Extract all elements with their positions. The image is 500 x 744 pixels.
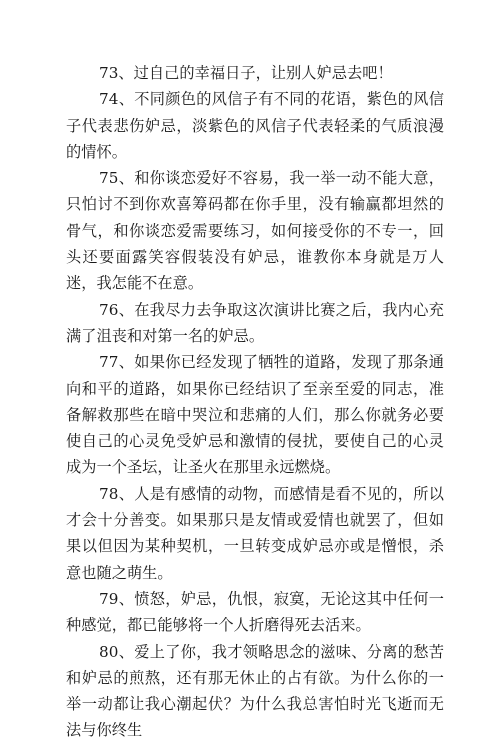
paragraph-73: 73、过自己的幸福日子，让别人妒忌去吧！: [99, 64, 393, 82]
paragraph-78: 78、人是有感情的动物，而感情是看不见的，所以才会十分善变。如果那只是友情或爱情也就罢了，但如果以但因为某种契机，一旦转变成妒忌亦或是憎恨，杀意也随之萌生。: [66, 484, 444, 582]
paragraph-76: 76、在我尽力去争取这次演讲比赛之后，我内心充满了沮丧和对第一名的妒忌。: [66, 300, 444, 345]
paragraph-77: 77、如果你已经发现了牺牲的道路，发现了那条通向和平的道路，如果你已经结识了至亲至爱的同志，准备解救那些在暗中哭泣和悲痛的人们，那么你就务必要使自己的心灵免受妒忌和激情的侵扰，要使自己的心灵成为一个圣坛，让圣火在那里永远燃烧。: [66, 353, 444, 477]
document-body: [66, 60, 444, 744]
paragraph-74: 74、不同颜色的风信子有不同的花语，紫色的风信子代表悲伤妒忌，淡紫色的风信子代表轻柔的气质浪漫的情怀。: [66, 90, 444, 161]
paragraph-80: 80、爱上了你，我才领略思念的滋味、分离的愁苦和妒忌的煎熬，还有那无休止的占有欲。为什么你的一举一动都让我心潮起伏？为什么我总害怕时光飞逝而无法与你终生: [66, 642, 444, 740]
paragraph-75: 75、和你谈恋爱好不容易，我一举一动不能大意，只怕讨不到你欢喜筹码都在你手里，没有输赢都坦然的骨气，和你谈恋爱需要练习，如何接受你的不专一，回头还要面露笑容假装没有妒忌，谁教你本身就是万人迷，我怎能不在意。: [66, 169, 444, 293]
paragraph-79: 79、愤怒，妒忌，仇恨，寂寞，无论这其中任何一种感觉，都已能够将一个人折磨得死去活来。: [66, 589, 444, 635]
